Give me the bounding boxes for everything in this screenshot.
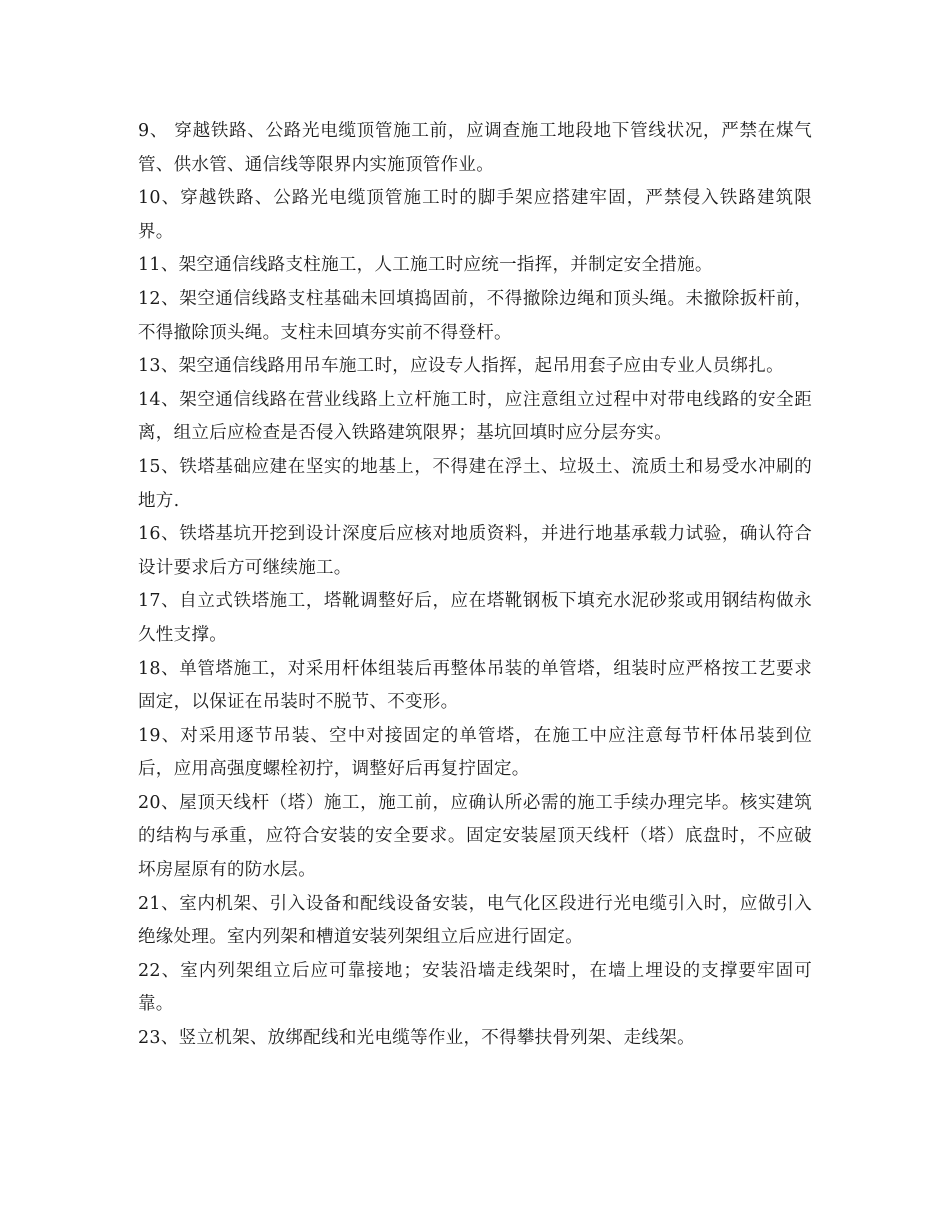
clause-item-20: 20、屋顶天线杆（塔）施工，施工前，应确认所必需的施工手续办理完毕。核实建筑的结构与承重，应符合安装的安全要求。固定安装屋顶天线杆（塔）底盘时，不应破坏房屋原有的防水层。	[138, 792, 812, 881]
clause-item-23: 23、竖立机架、放绑配线和光电缆等作业，不得攀扶骨列架、走线架。	[138, 1028, 695, 1049]
clause-item-18: 18、单管塔施工，对采用杆体组装后再整体吊装的单管塔，组装时应严格按工艺要求固定，以保证在吊装时不脱节、不变形。	[138, 658, 812, 713]
clause-item-22: 22、室内列架组立后应可靠接地；安装沿墙走线架时，在墙上埋设的支撑要牢固可靠。	[138, 960, 812, 1015]
clause-item-16: 16、铁塔基坑开挖到设计深度后应核对地质资料，并进行地基承载力试验，确认符合设计要求后方可继续施工。	[138, 524, 812, 578]
clause-item-9: 9、 穿越铁路、公路光电缆顶管施工前，应调查施工地段地下管线状况，严禁在煤气管、供水管、通信线等限界内实施顶管作业。	[138, 121, 812, 175]
clause-item-15: 15、铁塔基础应建在坚实的地基上，不得建在浮土、垃圾土、流质土和易受水冲刷的地方.	[138, 456, 812, 511]
clause-item-12: 12、架空通信线路支柱基础未回填捣固前，不得撤除边绳和顶头绳。未撤除扳杆前，不得撤除顶头绳。支柱未回填夯实前不得登杆。	[138, 288, 812, 343]
document-body	[138, 115, 812, 1056]
clause-item-14: 14、架空通信线路在营业线路上立杆施工时，应注意组立过程中对带电线路的安全距离，组立后应检查是否侵入铁路建筑限界；基坑回填时应分层夯实。	[138, 389, 812, 444]
clause-item-10: 10、穿越铁路、公路光电缆顶管施工时的脚手架应搭建牢固，严禁侵入铁路建筑限界。	[138, 188, 812, 242]
clause-item-13: 13、架空通信线路用吊车施工时，应设专人指挥，起吊用套子应由专业人员绑扎。	[138, 356, 784, 377]
clause-item-11: 11、架空通信线路支柱施工，人工施工时应统一指挥，并制定安全措施。	[138, 255, 713, 276]
clause-item-21: 21、室内机架、引入设备和配线设备安装，电气化区段进行光电缆引入时，应做引入绝缘处理。室内列架和槽道安装列架组立后应进行固定。	[138, 893, 812, 948]
clause-item-19: 19、对采用逐节吊装、空中对接固定的单管塔，在施工中应注意每节杆体吊装到位后，应用高强度螺栓初拧，调整好后再复拧固定。	[138, 725, 812, 780]
clause-item-17: 17、自立式铁塔施工，塔靴调整好后，应在塔靴钢板下填充水泥砂浆或用钢结构做永久性支撑。	[138, 591, 812, 645]
